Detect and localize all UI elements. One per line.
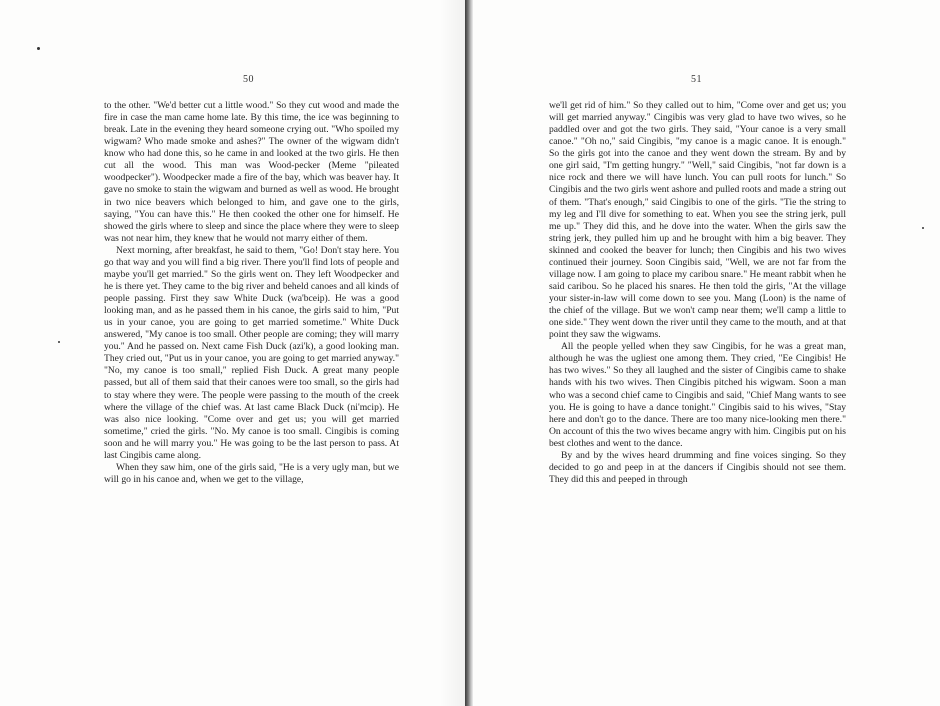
- paragraph: we'll get rid of him." So they called out to him, "Come over and get us; you will get married anyway." Cingibis was very glad to have two wives, so he paddled over and got the two girls. They said, "Your canoe is a very small canoe." "Oh no," said Cingibis, "my canoe is a magic canoe. It is enough." So the girls got into the canoe and they went down the stream. By and by one girl said, "I'm getting hungry." "Well," said Cingibis, "not far down is a nice rock and there we will have lunch. You can pull roots for lunch." So Cingibis and the two girls went ashore and pulled roots and made a string out of them. "That's enough," said Cingibis to one of the girls. "Tie the string to my leg and I'll dive for something to eat. When you see the string jerk, pull me up." They did this, and he dove into the water. When the girls saw the string jerk, they pulled him up and he brought with him a big beaver. They skinned and cooked the beaver for lunch; then Cingibis and his two wives continued their journey. Soon Cingibis said, "Well, we are not far from the village now. I am going to place my caribou snare." He meant rabbit when he said caribou. So he placed his snares. He then told the girls, "At the village your sister-in-law will come down to see you. Mang (Loon) is the name of the chief of the village. But we won't camp near them; we'll camp a little to one side." They went down the river until they came to the mouth, and at that point they saw the wigwams.: [549, 100, 846, 341]
- right-page: [473, 0, 940, 706]
- paragraph: When they saw him, one of the girls said, "He is a very ugly man, but we will go in his canoe and, when we get to the village,: [104, 461, 399, 485]
- paragraph: to the other. "We'd better cut a little wood." So they cut wood and made the fire in case the man came home late. By this time, the ice was beginning to break. Late in the evening they heard someone crying out. "Who spoiled my wigwam? Who made smoke and ashes?" The owner of the wigwam didn't know who had done this, so he came in and looked at the two girls. He then cut all the wood. This man was Wood-pecker (Meme "pileated woodpecker"). Woodpecker made a fire of the bay, which was beaver hay. It gave no smoke to stain the wigwam and burned as well as wood. He brought in two nice beavers which belonged to him, and gave one to the girls, saying, "You can have this." He then cooked the other one for himself. He showed the girls where to sleep and since the place where they were to sleep was not near him, they knew that he would not marry either of them.: [104, 100, 399, 244]
- paragraph: Next morning, after breakfast, he said to them, "Go! Don't stay here. You go that way and you will find a big river. There you'll find lots of people and maybe you'll get married." So the girls went on. They left Woodpecker and he is there yet. They came to the big river and beheld canoes and all kinds of people passing. First they saw White Duck (wa'bceip). He was a good looking man, and as he passed them in his canoe, the girls said to him, "Put us in your canoe, you are going to get married sometime." White Duck answered, "My canoe is too small. Other people are coming; they will marry you." And he passed on. Next came Fish Duck (azi'k), a good looking man. They cried out, "Put us in your canoe, you are going to get married anyway." "No, my canoe is too small," replied Fish Duck. A great many people passed, but all of them said that their canoes were too small, so the girls had to stay where they were. The people were passing to the mouth of the creek where the village of the chief was. At last came Black Duck (ni'mcip). He was also nice looking. "Come over and get us; you will get married sometime," cried the girls. "No. My canoe is too small. Cingibis is coming soon and he will marry you." He was going to be the last person to pass. At last Cingibis came along.: [104, 244, 399, 461]
- page-number: 51: [691, 74, 702, 85]
- page-body: [549, 100, 846, 486]
- book-gutter: [465, 0, 473, 706]
- page-number: 50: [243, 74, 254, 85]
- paragraph: By and by the wives heard drumming and fine voices singing. So they decided to go and peep in at the dancers if Cingibis should not see them. They did this and peeped in through: [549, 449, 846, 485]
- left-page: [0, 0, 465, 706]
- paragraph: All the people yelled when they saw Cingibis, for he was a great man, although he was the ugliest one among them. They cried, "Ee Cingibis! He has two wives." So they all laughed and the sister of Cingibis came to shake hands with his two wives. Then Cingibis pitched his wigwam. Soon a man who was a second chief came to Cingibis and said, "Chief Mang wants to see you. He is going to have a dance tonight." Cingibis said to his wives, "Stay here and don't go to the dance. There are too many nice-looking men there." On account of this the two wives became angry with him. Cingibis put on his best clothes and went to the dance.: [549, 341, 846, 449]
- page-body: [104, 100, 399, 486]
